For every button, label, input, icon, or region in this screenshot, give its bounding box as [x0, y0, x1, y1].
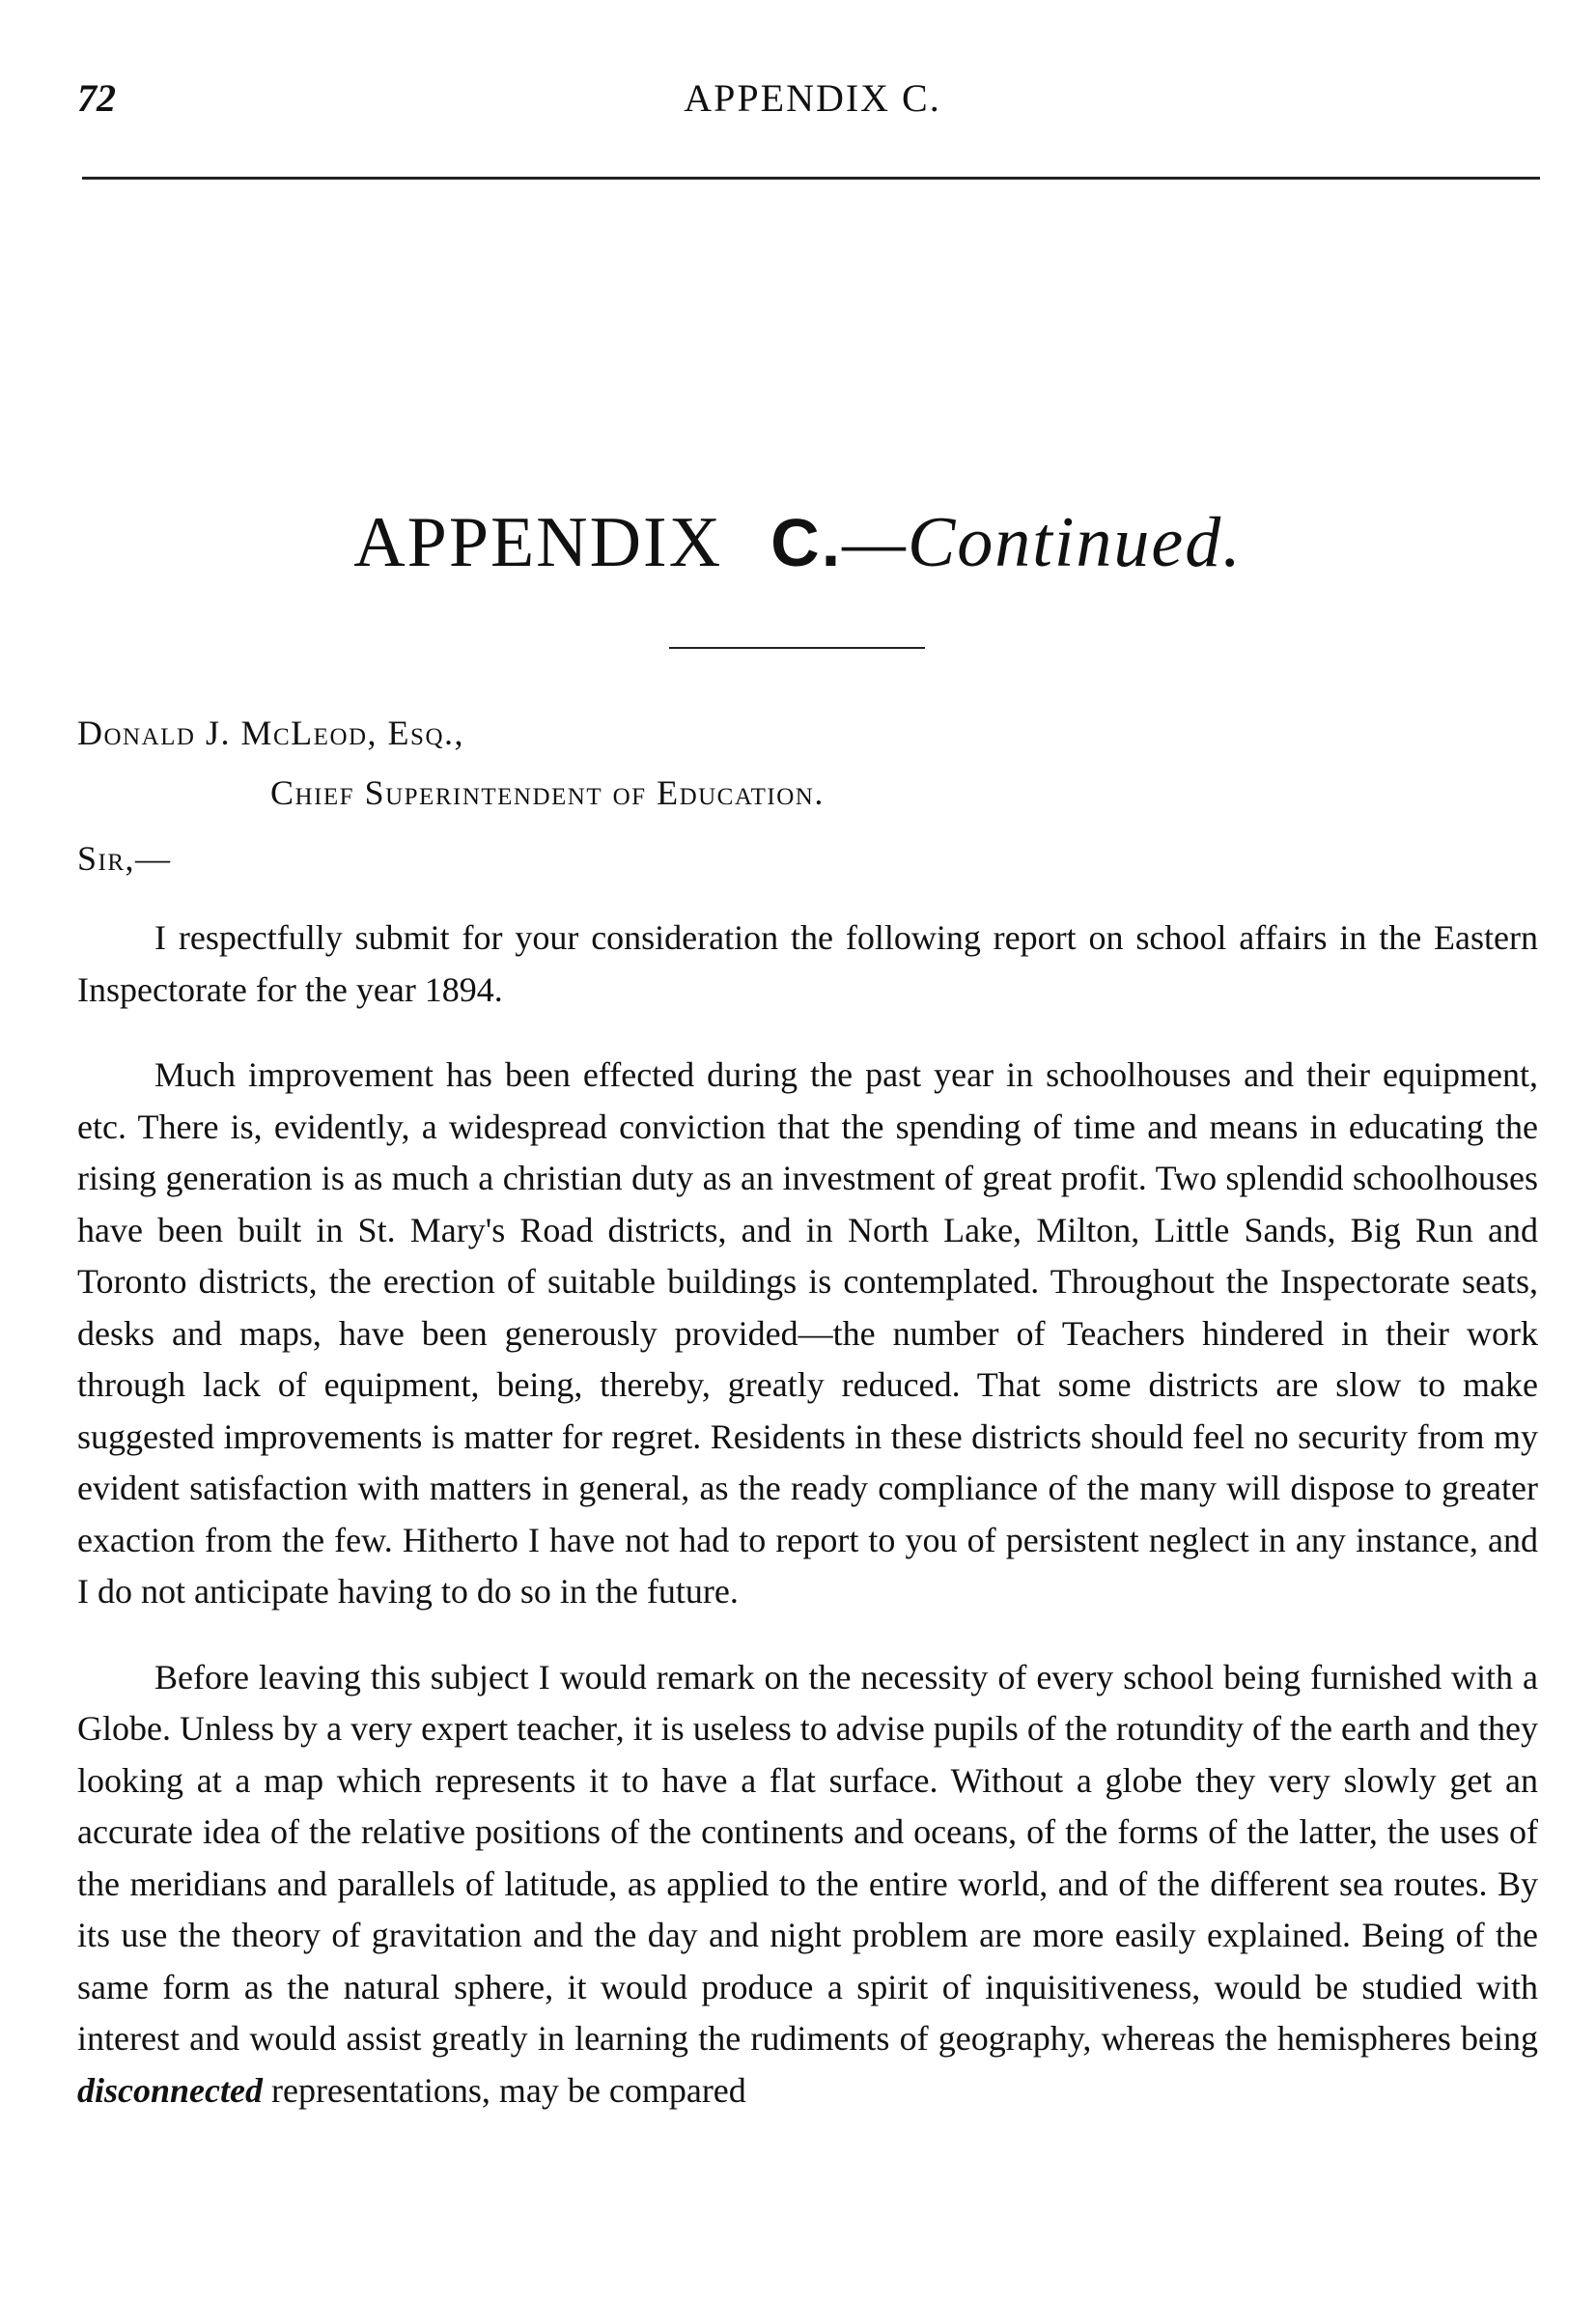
header-rule: [82, 177, 1540, 180]
paragraph-3-text: Before leaving this subject I would remark on the necessity of every school being furnished with a Globe. Unless by a very expert teacher, it is useless to advise pupils of the rotundity of the earth and they looking at a map which represents it to have a flat surface. Without a globe they very slowly get an accurate idea of the relative positions of the continents and oceans, of the forms of the latter, the uses of the meridians and parallels of latitude, as applied to the entire world, and of the different sea routes. By its use the theory of gravitation and the day and night problem are more easily explained. Being of the same form as the natural sphere, it would produce a spirit of inquisitiveness, would be studied with interest and would assist greatly in learning the rudiments of geography, whereas the hemispheres being: [77, 1657, 1538, 2058]
running-head: [77, 75, 1548, 133]
addressee-block: [77, 713, 825, 812]
emphasized-word: disconnected: [77, 2070, 263, 2110]
addressee-name: Donald J. McLeod, Esq.,: [77, 714, 464, 752]
paragraph-3-continuation: representations, may be compared: [262, 2070, 746, 2110]
appendix-title-continued: —Continued.: [842, 503, 1243, 582]
paragraph-3: [77, 1652, 1538, 2117]
title-rule: [669, 647, 925, 649]
page-number: 72: [77, 76, 116, 120]
letter-body: [77, 912, 1538, 2150]
appendix-title: [0, 502, 1596, 584]
appendix-title-main: APPENDIX: [353, 503, 723, 582]
running-title: APPENDIX C.: [684, 76, 941, 120]
appendix-title-letter: C.: [770, 505, 843, 580]
salutation: Sir,—: [77, 839, 172, 878]
addressee-title: Chief Superintendent of Education.: [270, 773, 825, 812]
paragraph-2: Much improvement has been effected during the past year in schoolhouses and their equipment, etc. There is, evidently, a widespread conviction that the spending of time and means in educating the rising generation is as much a christian duty as an investment of great profit. Two splendid schoolhouses have been built in St. Mary's Road districts, and in North Lake, Milton, Little Sands, Big Run and Toronto districts, the erection of suitable buildings is contemplated. Throughout the Inspectorate seats, desks and maps, have been generously provided—the number of Teachers hindered in their work through lack of equipment, being, thereby, greatly reduced. That some districts are slow to make suggested improvements is matter for regret. Residents in these districts should feel no security from my evident satisfaction with matters in general, as the ready compliance of the many will dispose to greater exaction from the few. Hitherto I have not had to report to you of persistent neglect in any instance, and I do not anticipate having to do so in the future.: [77, 1055, 1538, 1611]
paragraph-1: I respectfully submit for your consideration the following report on school affairs in the Eastern Inspectorate for the year 1894.: [77, 918, 1538, 1009]
